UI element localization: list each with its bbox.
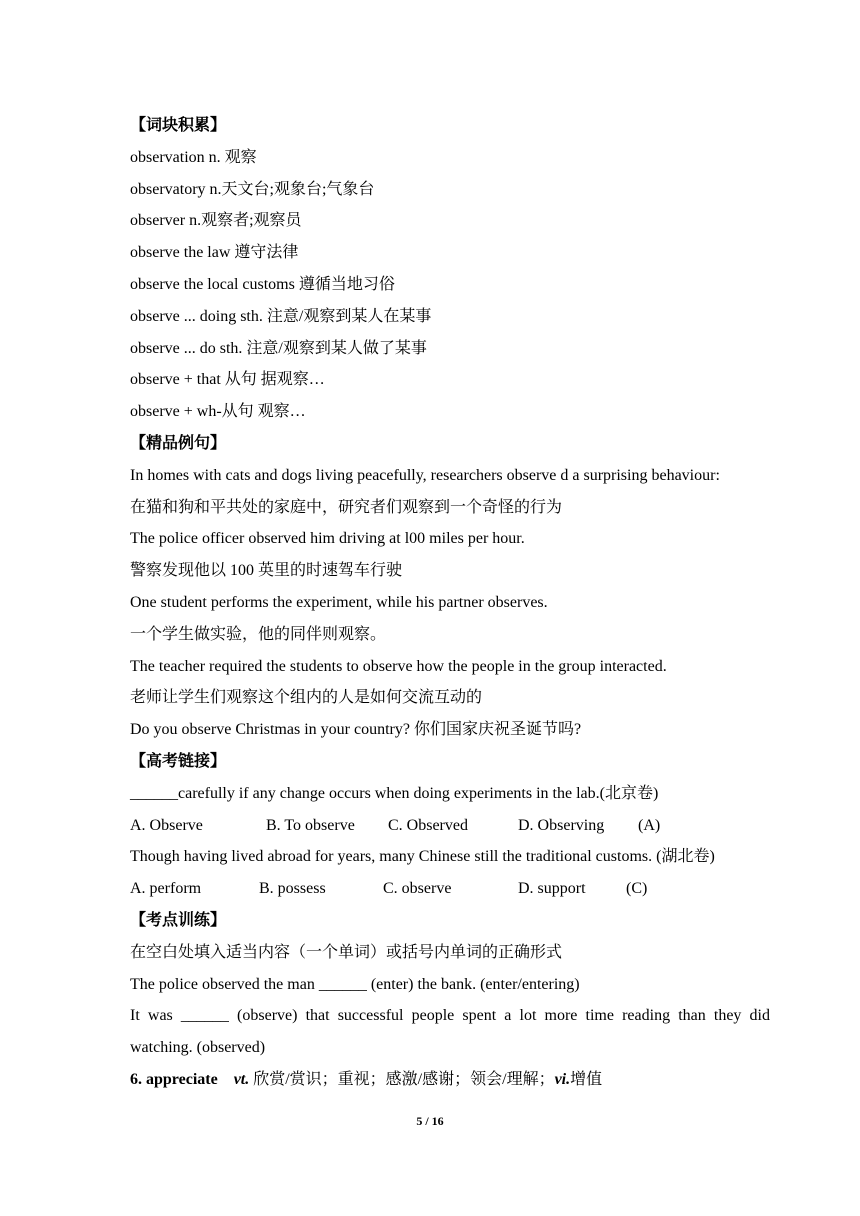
next-entry [130, 1064, 770, 1096]
example-sentence: One student performs the experiment, while his partner observes. [130, 593, 548, 611]
entry-pos-vt: vt. [233, 1070, 250, 1088]
option-a: A. Observe [130, 816, 203, 834]
practice-question-1: The police observed the man ______ (enter) the bank. (enter/entering) [130, 975, 580, 993]
vocab-item: observatory n.天文台;观象台;气象台 [130, 180, 375, 198]
entry-meaning-2: 增值 [570, 1070, 603, 1088]
answer: (A) [638, 816, 661, 834]
option-d: D. support [518, 880, 586, 898]
example-sentence: Do you observe Christmas in your country? 你们国家庆祝圣诞节吗? [130, 721, 582, 739]
option-c: C. Observed [388, 816, 468, 834]
option-b: B. possess [259, 880, 326, 898]
entry-meaning-1: 欣赏/赏识；重视；感激/感谢；领会/理解； [249, 1070, 555, 1088]
example-sentence: The police officer observed him driving at l00 miles per hour. [130, 530, 525, 548]
example-sentence: In homes with cats and dogs living peacefully, researchers observe d a surprising behaviour: [130, 466, 720, 484]
example-translation: 在猫和狗和平共处的家庭中，研究者们观察到一个奇怪的行为 [130, 498, 563, 516]
vocab-item: observation n. 观察 [130, 148, 257, 166]
vocab-item: observer n.观察者;观察员 [130, 212, 302, 230]
gaokao-question-1: ______carefully if any change occurs when doing experiments in the lab.(北京卷) [130, 784, 659, 802]
gaokao-question-2: Though having lived abroad for years, many Chinese still the traditional customs. (湖北卷) [130, 848, 715, 866]
section-heading-gaokao: 【高考链接】 [130, 752, 227, 770]
section-heading-practice: 【考点训练】 [130, 911, 227, 929]
vocab-item: observe + that 从句 据观察… [130, 371, 325, 389]
gaokao-options-2 [130, 873, 770, 905]
option-c: C. observe [383, 880, 452, 898]
option-b: B. To observe [266, 816, 355, 834]
section-heading-examples: 【精品例句】 [130, 434, 227, 452]
example-translation: 老师让学生们观察这个组内的人是如何交流互动的 [130, 689, 483, 707]
practice-question-2-line-1: It was ______ (observe) that successful people spent a lot more time reading than they did [130, 1007, 770, 1025]
option-a: A. perform [130, 880, 202, 898]
gaokao-options-1 [130, 810, 770, 842]
entry-word: 6. appreciate [130, 1070, 218, 1088]
section-heading-vocab: 【词块积累】 [130, 117, 227, 134]
vocab-item: observe ... do sth. 注意/观察到某人做了某事 [130, 339, 427, 357]
vocab-item: observe ... doing sth. 注意/观察到某人在某事 [130, 307, 432, 325]
example-translation: 警察发现他以 100 英里的时速驾车行驶 [130, 562, 403, 580]
practice-instruction: 在空白处填入适当内容（一个单词）或括号内单词的正确形式 [130, 943, 563, 961]
vocab-item: observe + wh-从句 观察… [130, 403, 306, 421]
vocab-item: observe the law 遵守法律 [130, 244, 299, 262]
example-translation: 一个学生做实验，他的同伴则观察。 [130, 625, 387, 643]
page-number: 5 / 16 [416, 1114, 444, 1128]
document-body [130, 110, 770, 1096]
entry-pos-vi: vi. [554, 1070, 571, 1088]
practice-question-2-line-2: watching. (observed) [130, 1039, 266, 1057]
example-sentence: The teacher required the students to observe how the people in the group interacted. [130, 657, 667, 675]
vocab-item: observe the local customs 遵循当地习俗 [130, 275, 395, 293]
option-d: D. Observing [518, 816, 605, 834]
answer: (C) [626, 880, 648, 898]
